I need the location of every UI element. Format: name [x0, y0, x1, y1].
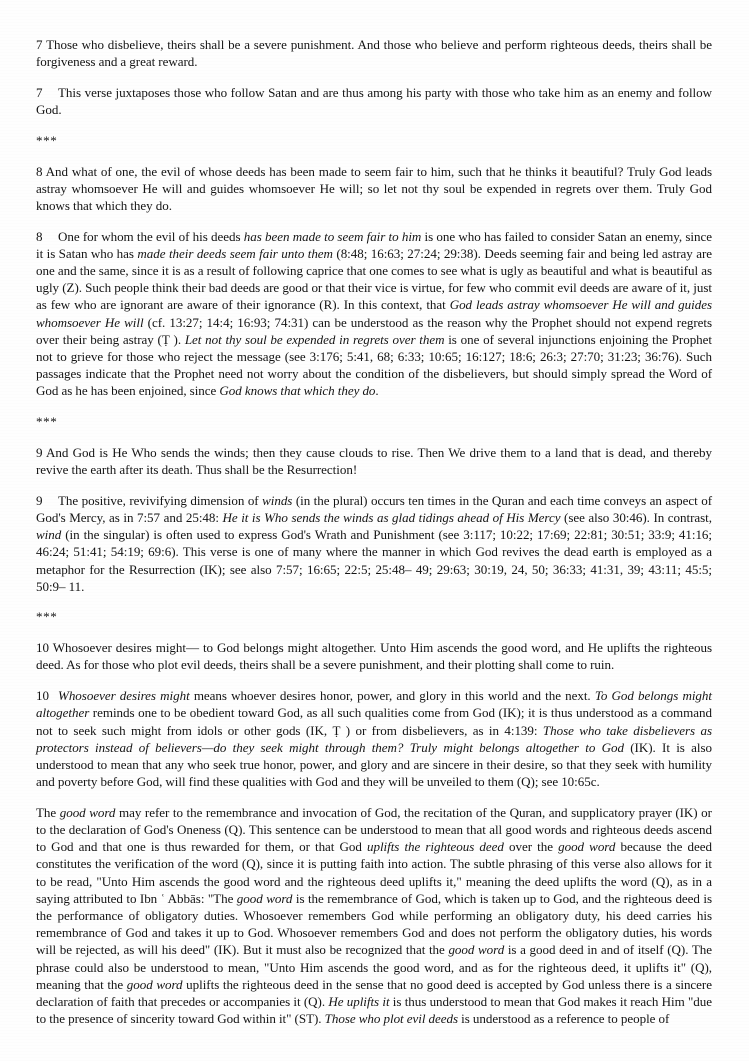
commentary-paragraph-9 [36, 492, 712, 595]
section-separator-1: *** [36, 132, 58, 148]
commentary-segment: may refer to the remembrance and invocation of God, the recitation of the Quran, and supplicatory prayer (IK) or to the declaration of God's Oneness (Q). This sentence can be understood to mean that all good words and righteous deeds ascend to God and that one is thus rewarded for them, or that God [36, 804, 712, 855]
verse-number-9: 9 [36, 444, 43, 460]
commentary-segment: The [36, 804, 60, 820]
commentary-segment: means whoever desires honor, power, and glory in this world and the next. [189, 688, 595, 704]
quran-quote-italic: good word [59, 804, 116, 820]
commentary-number-9: 9 [36, 492, 43, 508]
quran-quote-italic: To God belongs might altogether [36, 688, 712, 721]
commentary-paragraph-10-continued [36, 804, 712, 1028]
verse-text-10: Whosoever desires might— to God belongs might altogether. Unto Him ascends the good word, and He uplifts the righteous deed. As for those who plot evil deeds, theirs shall be a severe punishment, and their plotting shall come to ruin. [36, 640, 712, 673]
verse-paragraph-7 [36, 36, 712, 70]
commentary-segment: (in the plural) occurs ten times in the Quran and each time conveys an aspect of God's Mercy, as in 7:57 and 25:48: [36, 492, 712, 525]
quran-quote-italic: Let not thy soul be expended in regrets over them [184, 331, 445, 347]
commentary-number-8: 8 [36, 228, 43, 244]
commentary-paragraph-8 [36, 228, 712, 400]
commentary-segment: over the [503, 839, 559, 855]
commentary-segment: reminds one to be obedient toward God, as all such qualities come from God (IK); it is thus understood as a command not to seek such might from idols or other gods (IK, Ṭ ) or from disbelievers, as in 4:139: [36, 705, 712, 738]
commentary-segment: (8:48; 16:63; 27:24; 29:38). Deeds seeming fair and being led astray are one and the same, since it is as a result of following caprice that one comes to see what is ugly as beautiful and what is beautiful as ugly (Z). Such people think their bad deeds are good or that their vice is virtue, for few who commit evil deeds are aware of it, just as few who are ignorant are aware of their ignorance (R). In this context, that [36, 245, 712, 313]
commentary-segment: (in the singular) is often used to express God's Wrath and Punishment (see 3:117; 10:22; 17:69; 22:81; 30:51; 33:9; 41:16; 46:24; 51:41; 54:19; 69:6). This verse is one of many where the manner in which God revives the dead earth is employed as a metaphor for the Resurrection (IK); see also 7:57; 16:65; 22:5; 25:48– 49; 29:63; 30:19, 24, 50; 36:33; 41:31, 39; 43:11; 45:5; 50:9– 11. [36, 527, 712, 594]
verse-number-8: 8 [36, 163, 43, 179]
quran-quote-italic: Those who plot evil deeds [324, 1011, 459, 1027]
commentary-segment: is understood as a reference to people of [458, 1011, 670, 1027]
commentary-paragraph-7 [36, 84, 712, 118]
verse-number-10: 10 [36, 640, 49, 656]
quran-quote-italic: Those who take disbelievers as protectors instead of believers—do they seek might through them? Truly might belongs altogether to God [36, 722, 713, 755]
commentary-segment: is a good deed in and of itself (Q). The phrase could also be understood to mean, "Unto Him ascends the good word, and as for the righteous deed, it uplifts it" (Q), meaning that the [36, 942, 712, 992]
commentary-paragraph-10 [36, 687, 712, 790]
commentary-segment: because the deed constitutes the verification of the word (Q), since it is putting faith into action. The subtle phrasing of this verse also allows for it to be read, "Unto Him ascends the good word and the righteous deed uplifts it," meaning the deed uplifts the word (Q), as in a saying attributed to Ibn ʿ Abbās: "The [36, 839, 712, 906]
commentary-number-7: 7 [36, 84, 43, 100]
verse-text-7: Those who disbelieve, theirs shall be a severe punishment. And those who believe and perform righteous deeds, theirs shall be forgiveness and a great reward. [36, 37, 712, 70]
quran-quote-italic: wind [36, 527, 62, 543]
verse-number-7: 7 [36, 37, 43, 52]
quran-quote-italic: God leads astray whomsoever He will and guides whomsoever He will [36, 297, 712, 330]
commentary-segment: . [375, 383, 379, 399]
commentary-segment: One for whom the evil of his deeds [58, 228, 244, 244]
commentary-segment: is thus understood to mean that God makes it reach Him "due to the presence of sincerity toward God within it" (ST). [36, 994, 712, 1027]
commentary-text-7: This verse juxtaposes those who follow Satan and are thus among his party with those who take him as an enemy and follow God. [36, 84, 712, 118]
quran-quote-italic: God knows that which they do [219, 383, 376, 399]
verse-paragraph-8 [36, 163, 712, 215]
quran-quote-italic: Whosoever desires might [58, 688, 190, 704]
quran-quote-italic: He it is Who sends the winds as glad tidings ahead of His Mercy [222, 509, 561, 525]
quran-quote-italic: good word [126, 976, 183, 992]
verse-paragraph-9 [36, 444, 712, 478]
section-separator-2: *** [36, 414, 58, 430]
commentary-segment: is the remembrance of God, which is taken up to God, and the righteous deed is the performance of obligatory duties. Whosoever remembers God while performing an obligatory duty, his deed carries his remembrance of God and takes it up to God. Whosoever remembers God and does not perform the obligatory duties, his words will be rejected, as will his deed" (IK). But it must also be recognized that the [36, 890, 712, 958]
verse-paragraph-10 [36, 639, 712, 673]
section-separator-3: *** [36, 609, 58, 625]
commentary-segment: (IK). It is also understood to mean that any who seek true honor, power, and glory and are sincere in their desire, so that they seek with humility and poverty before God, will find these qualities with God and they will be unveiled to them (Q); see 10:65c. [36, 739, 712, 790]
commentary-segment: (see also 30:46). In contrast, [560, 509, 712, 525]
commentary-segment: uplifts the righteous deed in the sense that no good deed is accepted by God unless there is a sincere declaration of faith that precedes or accompanies it (Q). [36, 976, 712, 1010]
quran-quote-italic: good word [448, 942, 505, 958]
commentary-segment: The positive, revivifying dimension of [58, 492, 263, 508]
text-block [36, 36, 712, 1027]
verse-text-8: And what of one, the evil of whose deeds has been made to seem fair to him, such that he thinks it beautiful? Truly God leads astray whomsoever He will and guides whomsoever He will; so let not thy soul be expended in regrets over them. Truly God knows that which they do. [36, 163, 712, 213]
verse-text-9: And God is He Who sends the winds; then they cause clouds to rise. Then We drive them to a land that is dead, and thereby revive the earth after its death. Thus shall be the Resurrection! [36, 444, 712, 478]
quran-quote-italic: good word [236, 890, 293, 906]
commentary-segment: is one who has failed to consider Satan an enemy, since it is Satan who has [36, 228, 712, 261]
quran-quote-italic: made their deeds seem fair unto them [137, 245, 333, 261]
commentary-segment: (cf. 13:27; 14:4; 16:93; 74:31) can be understood as the reason why the Prophet should not expend regrets over their being astray (Ṭ ). [36, 314, 713, 347]
quran-quote-italic: He uplifts it [328, 994, 390, 1010]
quran-quote-italic: winds [262, 492, 293, 508]
commentary-segment: is one of several injunctions enjoining the Prophet not to grieve for those who reject the message (see 3:176; 5:41, 68; 6:33; 10:65; 16:127; 18:6; 26:3; 27:70; 31:23; 36:76). Such passages indicate that the Prophet need not worry about the condition of the disbelievers, but should simply spread the Word of God as he has been enjoined, since [36, 331, 713, 399]
quran-quote-italic: has been made to seem fair to him [243, 228, 422, 244]
quran-quote-italic: uplifts the righteous deed [366, 839, 504, 855]
commentary-number-10: 10 [36, 688, 49, 704]
quran-quote-italic: good word [558, 839, 616, 855]
